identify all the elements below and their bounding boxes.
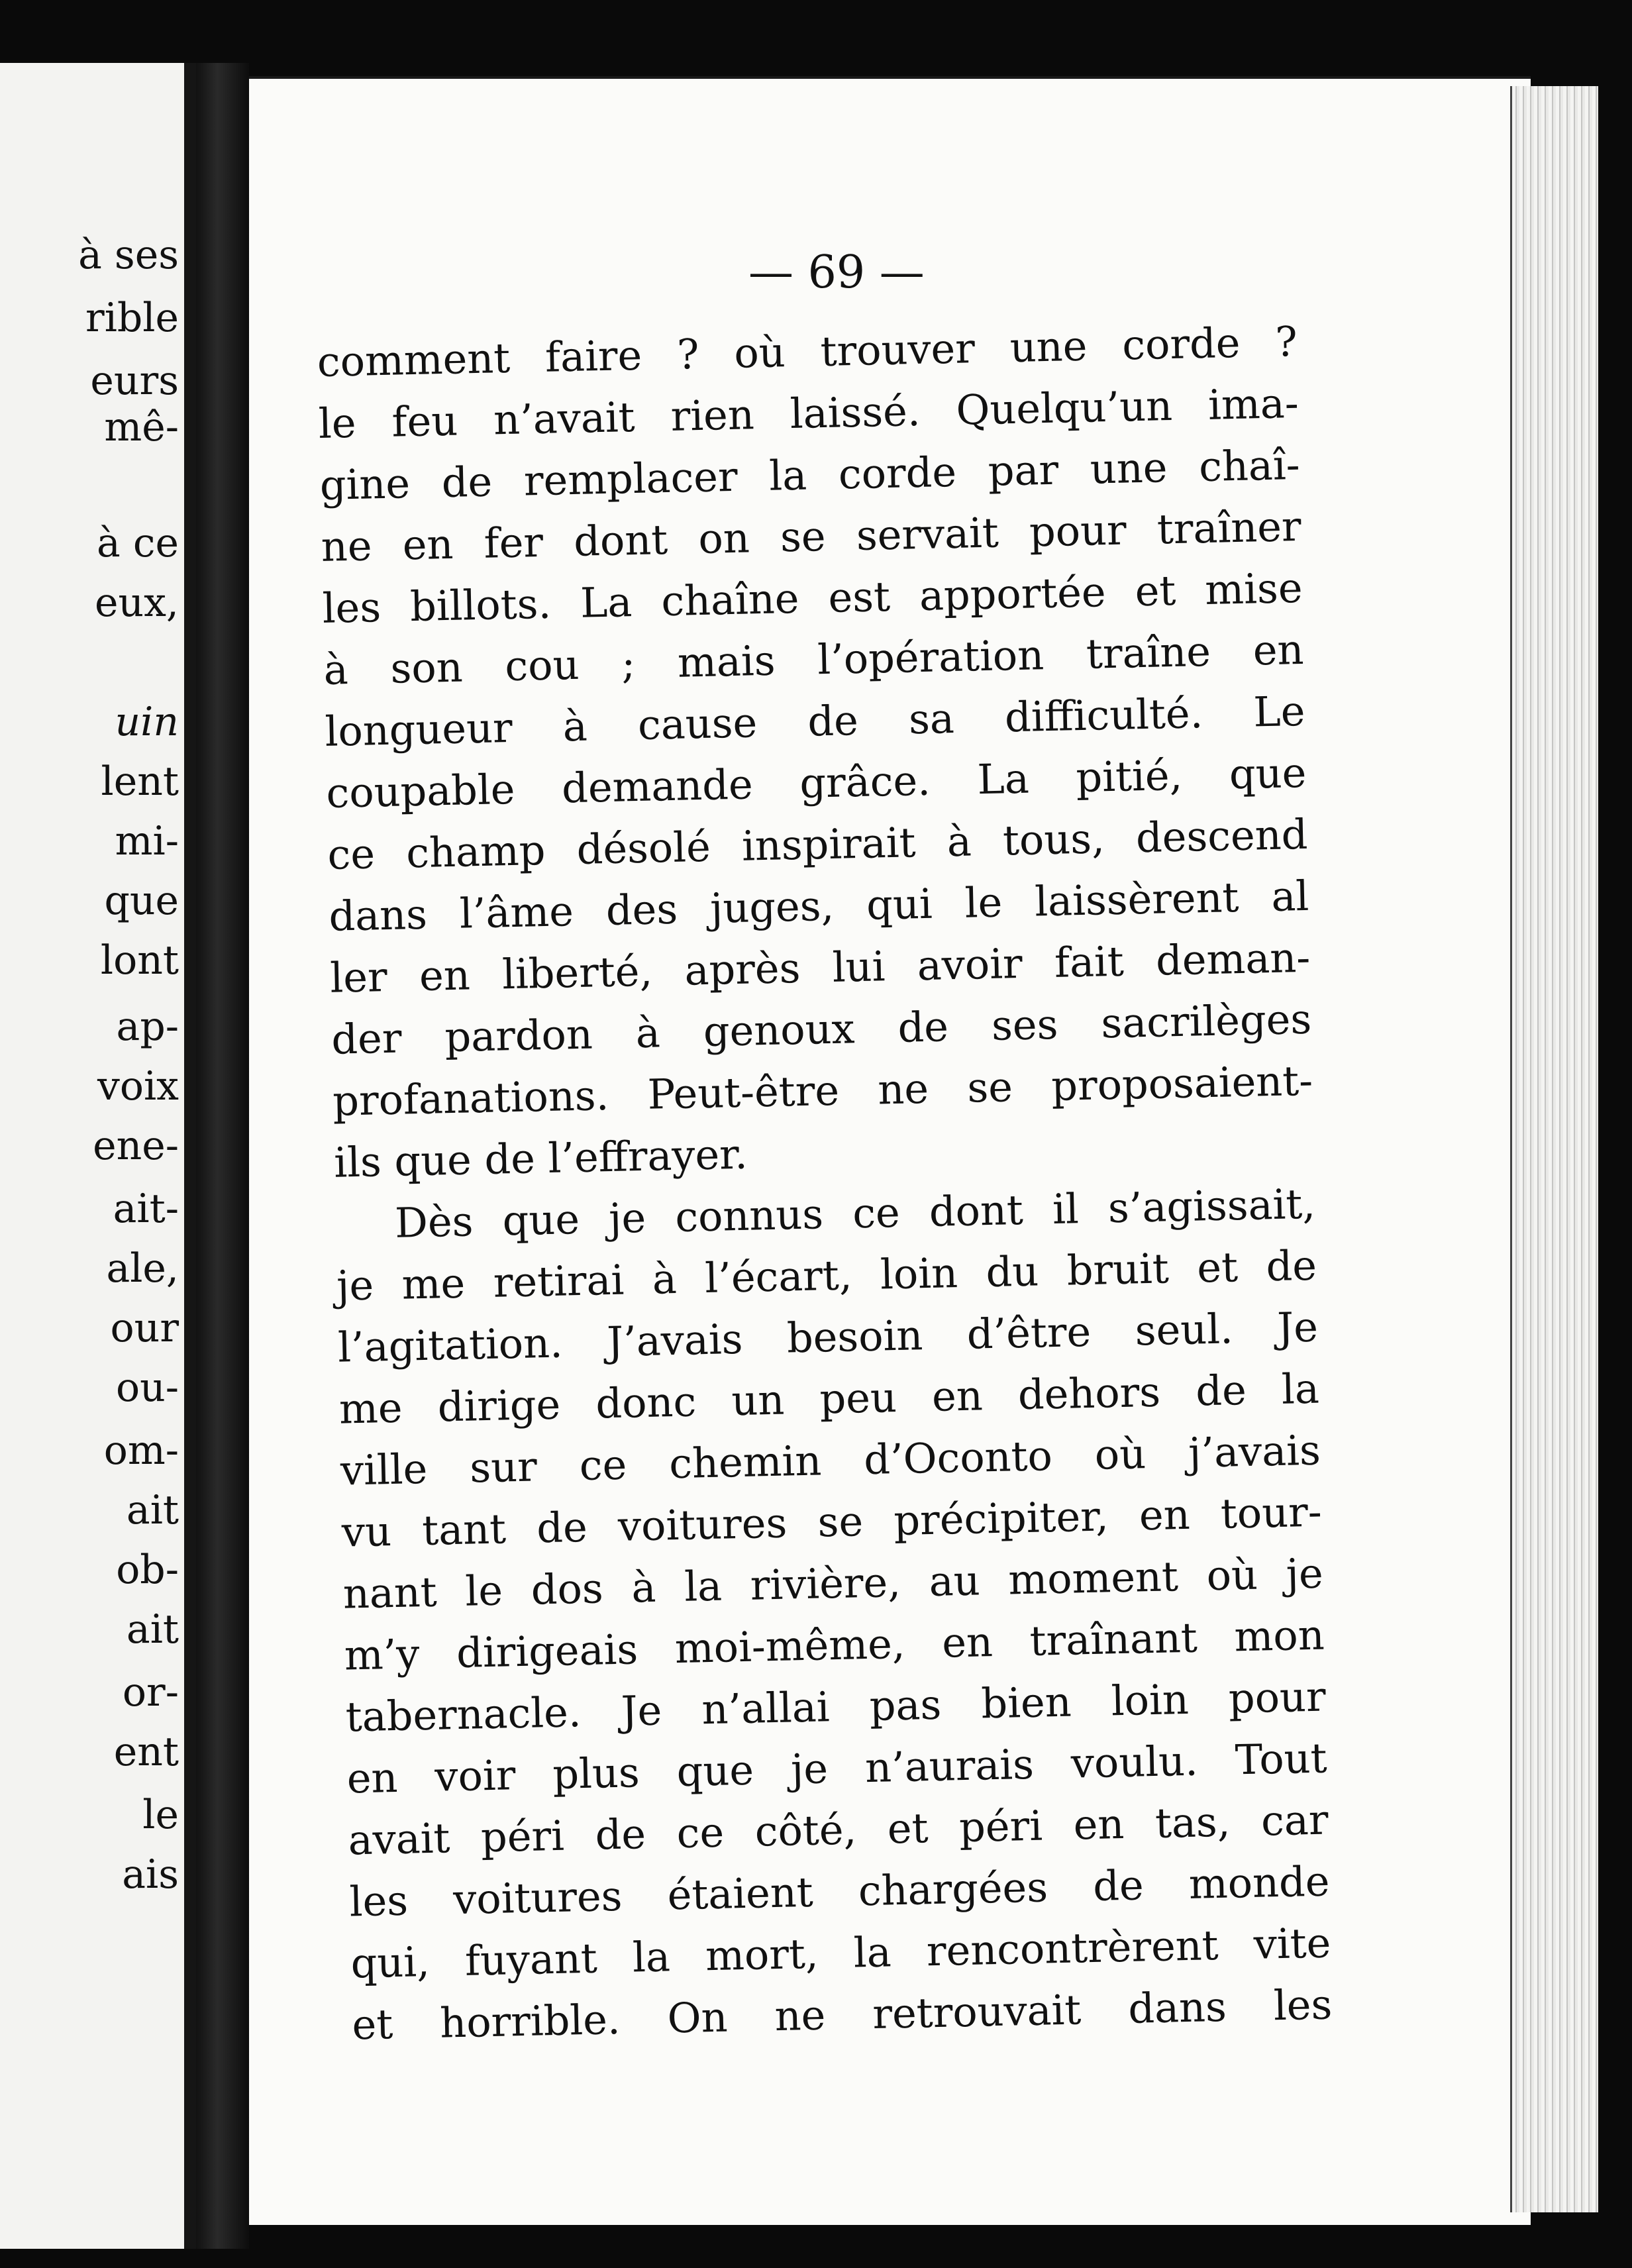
text-line: avait péri de ce côté, et péri en tas, car: [347, 1795, 1329, 1865]
text-line: me dirige donc un peu en dehors de la: [338, 1364, 1320, 1433]
text-line: dans l’âme des juges, qui le laissèrent al: [328, 871, 1309, 941]
previous-page-fragment: ene-: [93, 1123, 179, 1169]
text-line: comment faire ? où trouver une corde ?: [317, 317, 1298, 386]
previous-page-fragment: que: [104, 878, 179, 924]
text-line: nant le dos à la rivière, au moment où je: [342, 1549, 1324, 1618]
text-line: les billots. La chaîne est apportée et mise: [322, 563, 1303, 633]
previous-page-fragment: mê-: [104, 404, 179, 450]
text-line: je me retirai à l’écart, loin du bruit et de: [336, 1241, 1317, 1310]
text-line: en voir plus que je n’aurais voulu. Tout: [346, 1733, 1328, 1803]
text-line: le feu n’avait rien laissé. Quelqu’un ima-: [318, 378, 1300, 448]
text-line: der pardon à genoux de ses sacrilèges: [331, 994, 1312, 1064]
page-number: — 69 —: [748, 246, 925, 299]
previous-page-fragment: om-: [103, 1427, 179, 1474]
book-gutter: [196, 63, 249, 2249]
text-line: gine de remplacer la corde par une chaî-: [319, 440, 1301, 509]
left-page-binding-edge: [184, 63, 196, 2249]
previous-page-fragment: ais: [122, 1851, 179, 1898]
previous-page-fragment: eux,: [94, 580, 179, 626]
text-line: ville sur ce chemin d’Oconto où j’avais: [340, 1425, 1321, 1495]
previous-page-fragment: eurs: [90, 358, 179, 404]
previous-page-fragment: lont: [100, 937, 179, 984]
previous-page-fragment: à ce: [97, 520, 179, 566]
previous-page-fragment: ait-: [113, 1186, 179, 1232]
page-body-text: [317, 311, 1333, 2055]
text-line: profanations. Peut-être ne se proposaient-: [332, 1056, 1313, 1125]
text-line: vu tant de voitures se précipiter, en tour-: [341, 1487, 1323, 1557]
previous-page-fragment: our: [110, 1305, 179, 1351]
text-line: longueur à cause de sa difficulté. Le: [324, 686, 1306, 756]
previous-page-fragment: ait: [126, 1606, 179, 1653]
previous-page-fragment: mi-: [115, 818, 179, 864]
previous-page-fragment: ale,: [106, 1245, 179, 1292]
previous-page-fragment: lent: [101, 758, 179, 805]
text-line: à son cou ; mais l’opération traîne en: [323, 625, 1305, 694]
text-line: Dès que je connus ce dont il s’agissait,: [394, 1179, 1316, 1247]
text-line: ler en liberté, après lui avoir fait deman-: [329, 933, 1311, 1002]
previous-page-fragment: uin: [115, 699, 179, 745]
previous-page-fragment: voix: [97, 1063, 179, 1109]
previous-page-fragment: à ses: [78, 232, 179, 278]
previous-page-fragment: le: [142, 1792, 179, 1838]
text-line: ils que de l’effrayer.: [333, 1129, 748, 1187]
text-line: les voitures étaient chargées de monde: [348, 1857, 1331, 1926]
text-line: tabernacle. Je n’allai pas bien loin pour: [345, 1672, 1327, 1741]
previous-page-fragment: ap-: [116, 1004, 179, 1050]
previous-page-fragment: ou-: [115, 1365, 179, 1411]
text-line: m’y dirigeais moi-même, en traînant mon: [344, 1610, 1325, 1680]
page-stack-edges: [1510, 86, 1598, 2212]
text-line: ce champ désolé inspirait à tous, descend: [327, 809, 1308, 879]
text-line: l’agitation. J’avais besoin d’être seul. Je: [337, 1302, 1319, 1372]
text-line: qui, fuyant la mort, la rencontrèrent vite: [350, 1918, 1332, 1988]
text-line: coupable demande grâce. La pitié, que: [325, 748, 1307, 817]
previous-page-fragment: or-: [122, 1669, 179, 1716]
previous-page-fragment: ait: [126, 1487, 179, 1533]
previous-page-fragment: ob-: [116, 1547, 179, 1593]
text-line: ne en fer dont on se servait pour traîner: [321, 501, 1302, 571]
text-line: et horrible. On ne retrouvait dans les: [351, 1980, 1333, 2049]
previous-page-fragment: rible: [85, 295, 179, 341]
previous-page-fragment: ent: [113, 1729, 179, 1775]
